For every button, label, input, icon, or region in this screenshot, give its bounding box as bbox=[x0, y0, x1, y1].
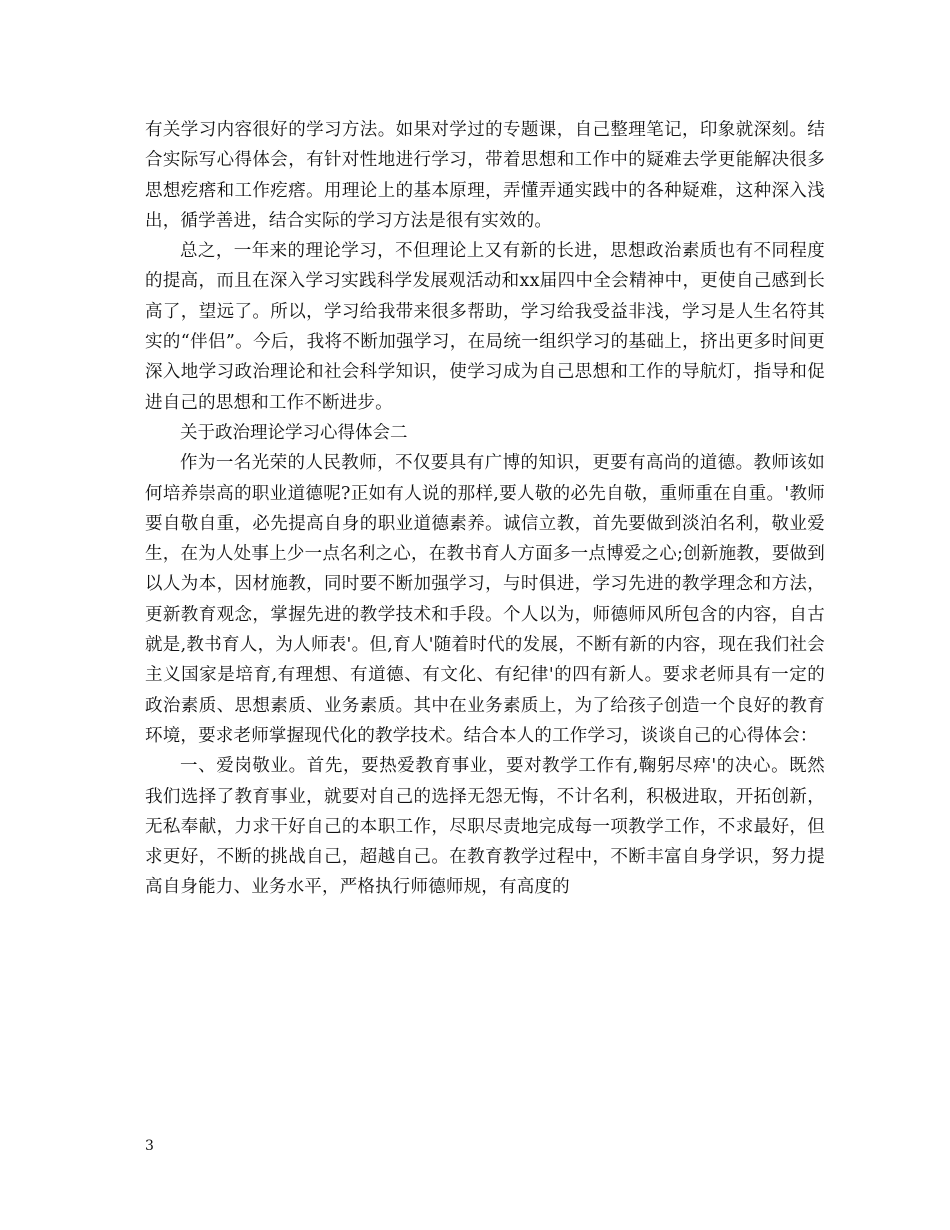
paragraph-dedication: 一、爱岗敬业。首先，要热爱教育事业，要对教学工作有,鞠躬尽瘁'的决心。既然我们选择了教育事业，就要对自己的选择无怨无悔，不计名利，积极进取，开拓创新，无私奉献，力求干好自己的本职工作，尽职尽责地完成每一项教学工作，不求最好，但求更好，不断的挑战自己，超越自己。在教育教学过程中，不断丰富自身学识，努力提高自身能力、业务水平，严格执行师德师规，有高度的 bbox=[145, 756, 825, 898]
paragraph-conclusion: 总之，一年来的理论学习，不但理论上又有新的长进，思想政治素质也有不同程度的提高，而且在深入学习实践科学发展观活动和xx届四中全会精神中，更使自己感到长高了，望远了。所以，学习给我带来很多帮助，学习给我受益非浅，学习是人生名符其实的“伴侣”。今后，我将不断加强学习，在局统一组织学习的基础上，挤出更多时间更深入地学习政治理论和社会科学知识，使学习成为自己思想和工作的导航灯，指导和促进自己的思想和工作不断进步。 bbox=[145, 241, 825, 413]
section-heading: 关于政治理论学习心得体会二 bbox=[180, 422, 408, 443]
paragraph-teacher-ethics: 作为一名光荣的人民教师，不仅要具有广博的知识，更要有高尚的道德。教师该如何培养崇高的职业道德呢?正如有人说的那样,要人敬的必先自敬，重师重在自重。'教师要自敬自重，必先提高自身的职业道德素养。诚信立教，首先要做到淡泊名利，敬业爱生，在为人处事上少一点名利之心，在教书育人方面多一点博爱之心;创新施教，要做到以人为本，因材施教，同时要不断加强学习，与时俱进，学习先进的教学理念和方法，更新教育观念，掌握先进的教学技术和手段。个人以为，师德师风所包含的内容，自古就是,教书育人，为人师表'。但,育人'随着时代的发展，不断有新的内容，现在我们社会主义国家是培育,有理想、有道德、有文化、有纪律'的四有新人。要求老师具有一定的政治素质、思想素质、业务素质。其中在业务素质上，为了给孩子创造一个良好的教育环境，要求老师掌握现代化的教学技术。结合本人的工作学习，谈谈自己的心得体会： bbox=[145, 453, 825, 746]
paragraph-study-methods: 有关学习内容很好的学习方法。如果对学过的专题课，自己整理笔记，印象就深刻。结合实际写心得体会，有针对性地进行学习，带着思想和工作中的疑难去学更能解决很多思想疙瘩和工作疙瘩。用理论上的基本原理，弄懂弄通实践中的各种疑难，这种深入浅出，循学善进，结合实际的学习方法是很有实效的。 bbox=[145, 120, 825, 231]
document-body bbox=[145, 115, 825, 903]
page-number: 3 bbox=[145, 1138, 154, 1154]
